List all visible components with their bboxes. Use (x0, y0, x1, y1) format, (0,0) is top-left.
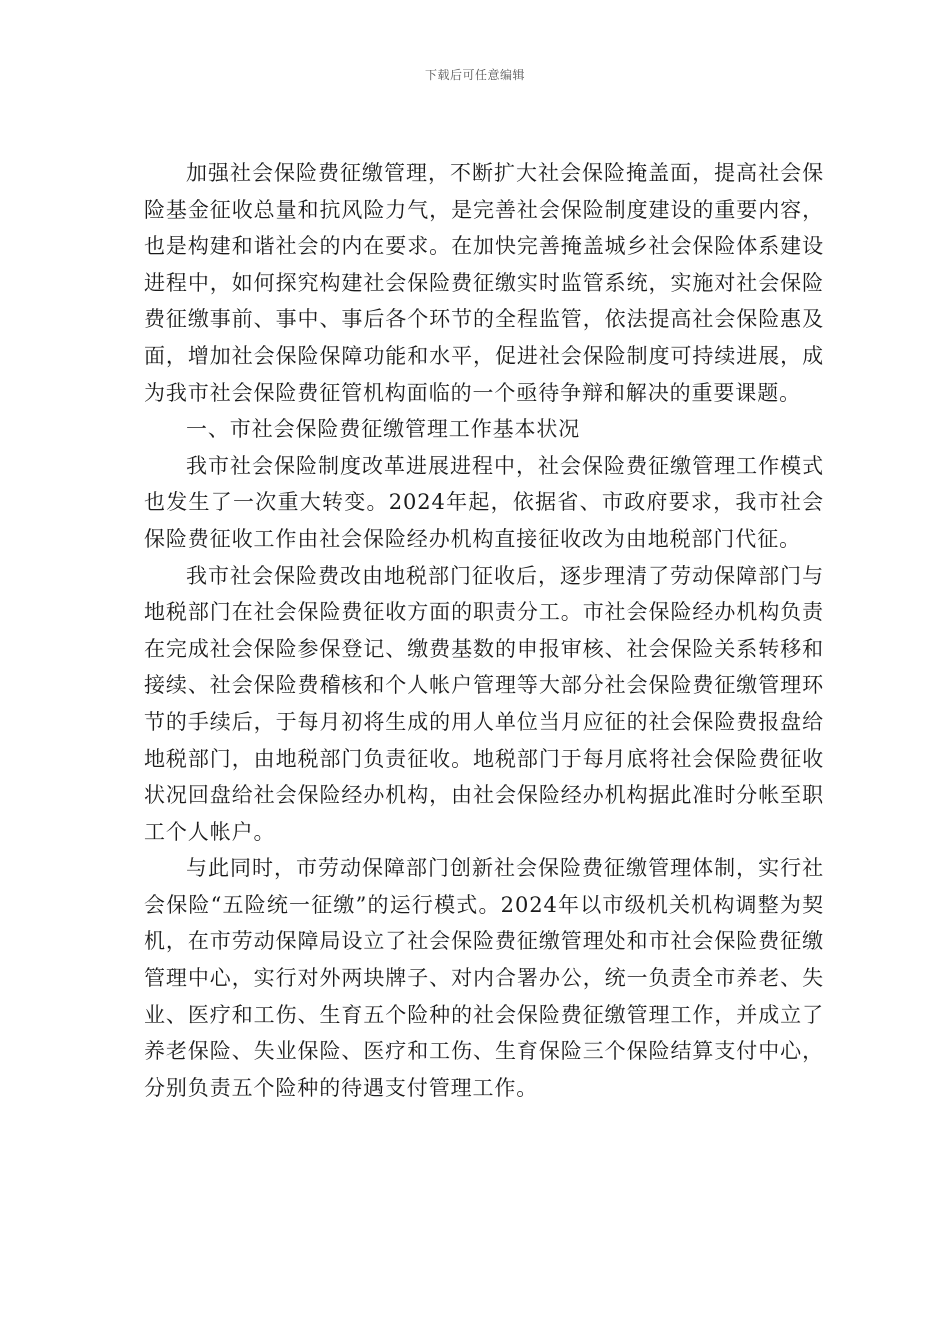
paragraph-intro: 加强社会保险费征缴管理，不断扩大社会保险掩盖面，提高社会保险基金征收总量和抗风险力气，是完善社会保险制度建设的重要内容，也是构建和谐社会的内在要求。在加快完善掩盖城乡社会保险体系建设进程中，如何探究构建社会保险费征缴实时监管系统，实施对社会保险费征缴事前、事中、事后各个环节的全程监管，依法提高社会保险惠及面，增加社会保险保障功能和水平，促进社会保险制度可持续进展，成为我市社会保险费征管机构面临的一个亟待争辩和解决的重要课题。 (144, 161, 824, 405)
document-body (144, 155, 824, 1106)
paragraph-unified-collection: 与此同时，市劳动保障部门创新社会保险费征缴管理体制，实行社会保险“五险统一征缴”的运行模式。2024年以市级机关机构调整为契机，在市劳动保障局设立了社会保险费征缴管理处和市社会保险费征缴管理中心，实行对外两块牌子、对内合署办公，统一负责全市养老、失业、医疗和工伤、生育五个险种的社会保险费征缴管理工作，并成立了养老保险、失业保险、医疗和工伤、生育保险三个保险结算支付中心，分别负责五个险种的待遇支付管理工作。 (144, 856, 824, 1100)
section-heading: 一、市社会保险费征缴管理工作基本状况 (186, 417, 581, 442)
header-note: 下载后可任意编辑 (424, 68, 525, 82)
paragraph-division: 我市社会保险费改由地税部门征收后，逐步理清了劳动保障部门与地税部门在社会保险费征收方面的职责分工。市社会保险经办机构负责在完成社会保险参保登记、缴费基数的申报审核、社会保险关系转移和接续、社会保险费稽核和个人帐户管理等大部分社会保险费征缴管理环节的手续后，于每月初将生成的用人单位当月应征的社会保险费报盘给地税部门，由地税部门负责征收。地税部门于每月底将社会保险费征收状况回盘给社会保险经办机构，由社会保险经办机构据此准时分帐至职工个人帐户。 (144, 563, 824, 844)
paragraph-reform: 我市社会保险制度改革进展进程中，社会保险费征缴管理工作模式也发生了一次重大转变。2024年起，依据省、市政府要求，我市社会保险费征收工作由社会保险经办机构直接征收改为由地税部门代征。 (144, 453, 824, 551)
